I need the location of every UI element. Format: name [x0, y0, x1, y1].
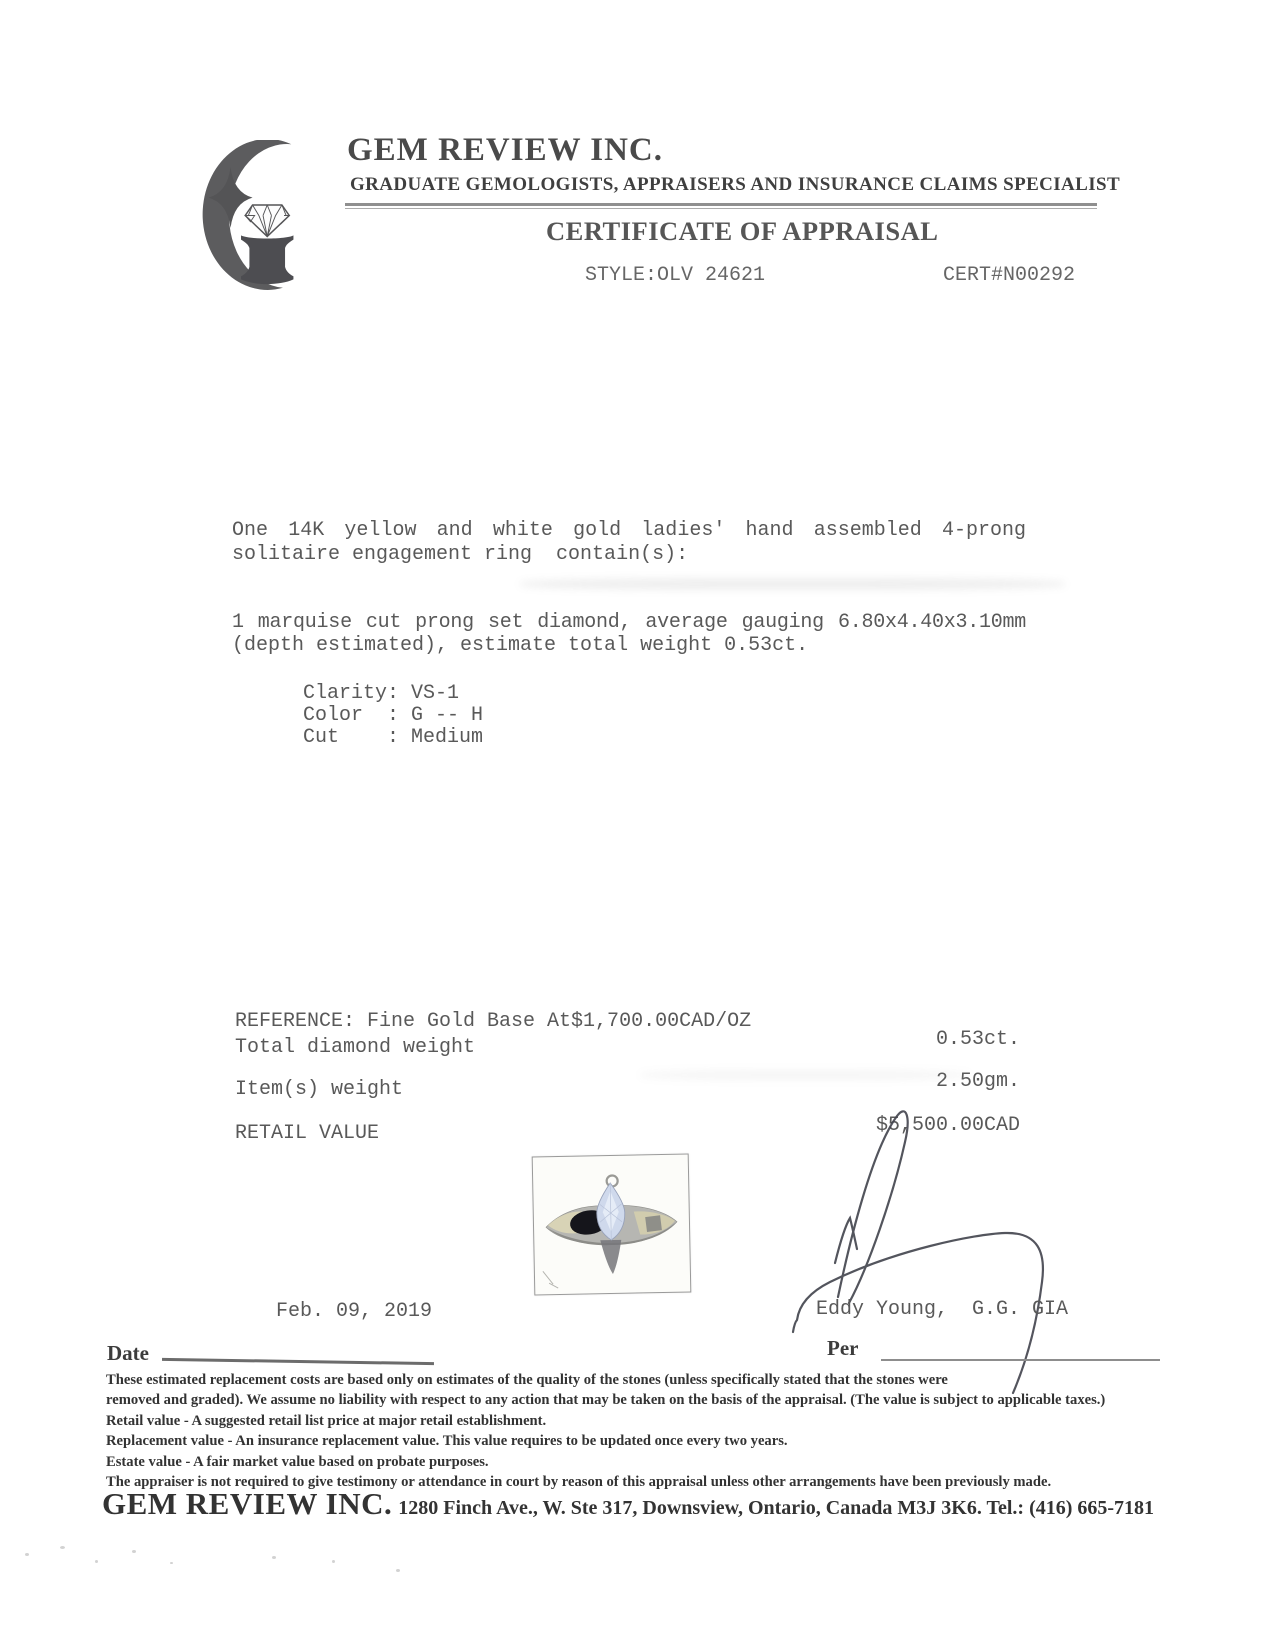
disclaimer-line: These estimated replacement costs are based only on estimates of the quality of the stones (unless specifically stated that the stones were	[106, 1372, 948, 1388]
description-paragraph1-line2: solitaire engagement ring contain(s):	[232, 543, 689, 566]
scan-speck	[332, 1560, 335, 1563]
scan-speck	[170, 1562, 173, 1564]
total-diamond-weight-label: Total diamond weight	[235, 1036, 476, 1059]
scan-smudge	[520, 578, 1065, 590]
total-diamond-weight-value: 0.53ct.	[935, 1028, 1020, 1051]
per-label: Per	[827, 1336, 859, 1360]
per-signature-line	[881, 1359, 1160, 1361]
disclaimer-line: removed and graded). We assume no liability with respect to any action that may be taken on the basis of the appraisal. (The value is subject to applicable taxes.)	[106, 1392, 1106, 1409]
description-paragraph2-line1: 1 marquise cut prong set diamond, average gauging 6.80x4.40x3.10mm	[232, 611, 1026, 634]
header-divider-bottom	[345, 208, 1097, 209]
disclaimer-line: Estate value - A fair market value based on probate purposes.	[106, 1453, 489, 1470]
ring-photo-image	[533, 1155, 691, 1295]
footer-company-name: GEM REVIEW INC.	[102, 1486, 393, 1521]
scan-speck	[60, 1546, 65, 1549]
scan-speck	[272, 1556, 276, 1559]
color-spec: Color : G -- H	[303, 704, 484, 727]
scan-speck	[132, 1550, 136, 1553]
cut-spec: Cut : Medium	[303, 726, 484, 749]
photo-scratch	[543, 1271, 558, 1288]
disclaimer-line: Retail value - A suggested retail list price at major retail establishment.	[106, 1412, 547, 1429]
appraiser-name: Eddy Young, G.G. GIA	[816, 1298, 1069, 1321]
description-paragraph1-line1: One 14K yellow and white gold ladies' hand assembled 4-prong	[232, 519, 1026, 542]
date-label: Date	[107, 1341, 149, 1365]
cert-number: CERT#N00292	[943, 264, 1076, 287]
appraisal-date: Feb. 09, 2019	[276, 1300, 433, 1323]
item-weight-label: Item(s) weight	[235, 1078, 404, 1101]
retail-value-label: RETAIL VALUE	[235, 1122, 380, 1145]
band-detail	[645, 1215, 662, 1232]
scan-smudge	[640, 1070, 970, 1080]
retail-value-amount: $5,500.00CAD	[875, 1114, 1020, 1137]
diamond-icon	[245, 205, 289, 236]
footer	[102, 1486, 1154, 1522]
style-number: STYLE:OLV 24621	[585, 264, 766, 287]
scan-speck	[396, 1569, 400, 1572]
certificate-title: CERTIFICATE OF APPRAISAL	[546, 216, 939, 246]
date-signature-line	[162, 1358, 434, 1365]
description-paragraph2-line2: (depth estimated), estimate total weight 0.53ct.	[232, 634, 809, 657]
footer-address: 1280 Finch Ave., W. Ste 317, Downsview, Ontario, Canada M3J 3K6. Tel.: (416) 665-7181	[398, 1497, 1155, 1519]
item-weight-value: 2.50gm.	[935, 1070, 1020, 1093]
ring-photo	[532, 1154, 692, 1296]
company-name: GEM REVIEW INC.	[347, 132, 664, 168]
scan-speck	[95, 1560, 98, 1563]
header-divider-top	[345, 203, 1097, 206]
company-tagline: GRADUATE GEMOLOGISTS, APPRAISERS AND INSURANCE CLAIMS SPECIALIST	[350, 174, 1121, 195]
reference-line: REFERENCE: Fine Gold Base At$1,700.00CAD/OZ	[235, 1010, 752, 1033]
pedestal-icon	[241, 235, 293, 284]
scan-speck	[25, 1553, 29, 1556]
stone-shadow	[600, 1240, 622, 1274]
disclaimer-line: Replacement value - An insurance replacement value. This value requires to be updated once every two years.	[106, 1433, 788, 1450]
prong-loop	[607, 1175, 618, 1186]
clarity-spec: Clarity: VS-1	[303, 682, 460, 705]
disclaimer-block	[106, 1372, 1216, 1494]
gem-review-logo	[172, 140, 309, 292]
disclaimer-line: The appraiser is not required to give testimony or attendance in court by reason of this appraisal unless other arrangements have been previously made.	[106, 1473, 1052, 1490]
